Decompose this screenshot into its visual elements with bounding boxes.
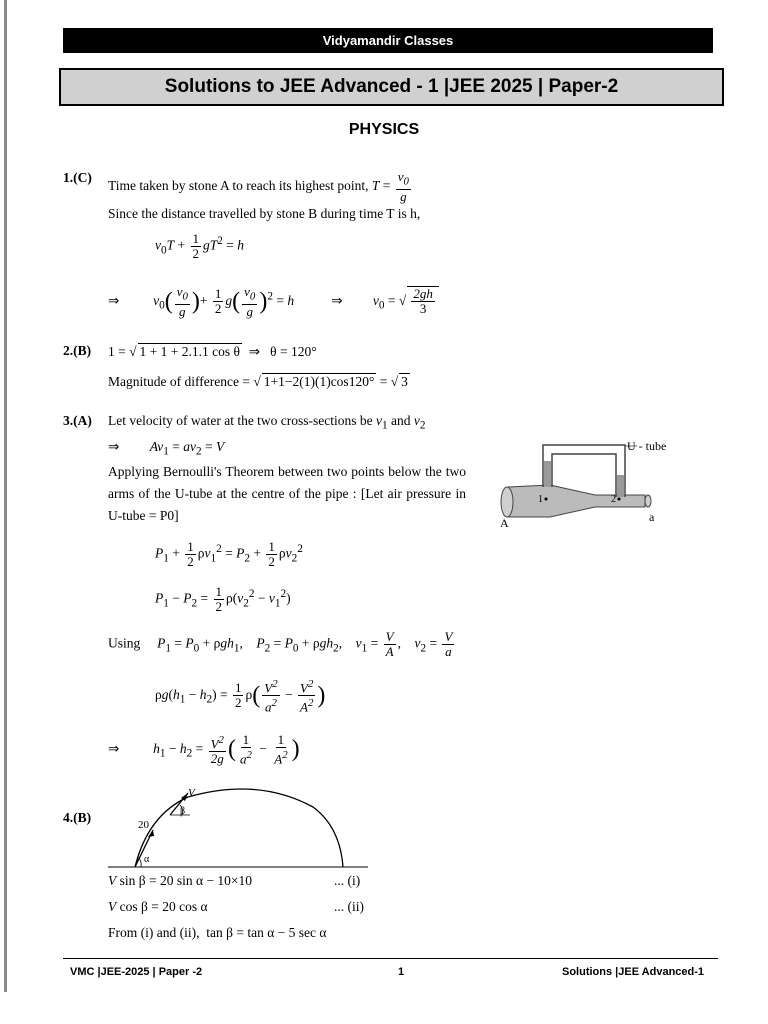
alpha-label: α [144, 854, 150, 865]
question-2-number: 2.(B) [63, 343, 92, 358]
footer-right: Solutions |JEE Advanced-1 [562, 966, 705, 978]
footer-page-number: 1 [398, 966, 405, 978]
page-title: Solutions to JEE Advanced - 1 |JEE 2025 | Paper-2 [59, 68, 724, 106]
q1-eq1: $v_0T$ + $\frac{1}{2}$ $gT^2 = h$ [155, 231, 245, 261]
beta-label: β [180, 806, 186, 817]
area-small-label: a [649, 510, 655, 524]
header-banner: Vidyamandir Classes [63, 28, 713, 53]
q3-using: Using $P_1 = P_0 + \rho gh_1$, $P_2 = P_0 + \rho gh_2$, $v_1$ = $\frac{V}{A}$ , $v_2$ = $\frac{V}{a}$ [108, 629, 453, 659]
left-arm-water [544, 461, 551, 487]
footer-left: VMC |JEE-2025 | Paper -2 [70, 966, 203, 978]
area-large-label: A [500, 516, 509, 530]
q3-pressure-diff: $P_1 - P_2$ = $\frac{1}{2}$ $\rho(v_2^2 - v_1^2)$ [155, 584, 291, 614]
q3-line1-text: Let velocity of water at the two cross-sections be [108, 413, 373, 428]
q3-paragraph: Applying Bernoulli's Theorem between two points below the two arms of the U-tube at the centre of the pipe : [Let air pressure in U-tube = P0] [108, 464, 466, 523]
u-tube-figure [495, 435, 695, 535]
page-left-rule [4, 0, 7, 992]
q3-continuity: ⇒ $Av_1 = av_2 = V$ [108, 439, 225, 458]
q1-eq2: ⇒ $v_0$( $\frac{v_0}{g}$ )+ $\frac{1}{2}$ g( $\frac{v_0}{g}$ )$^2$ = h ⇒ $v_0$ = √ $\frac{2gh}{3}$ [108, 285, 439, 319]
right-arm-water [617, 475, 624, 497]
pipe-right-end [645, 495, 651, 507]
pipe-left-end [501, 487, 513, 517]
trajectory-curve [135, 789, 343, 867]
q3-result: ⇒ $h_1 - h_2$ = $\frac{V^2}{2g}$ ( $\frac{1}{a^2}$ − $\frac{1}{A^2}$ ) [108, 732, 300, 767]
q4-from-label: From (i) and (ii), [108, 925, 200, 940]
q3-bernoulli: $P_1$ + $\frac{1}{2}$ $\rho v_1^2 = P_2$ + $\frac{1}{2}$ $\rho v_2^2$ [155, 539, 303, 569]
velocity-v-label: V [188, 787, 195, 799]
question-3-number: 3.(A) [63, 413, 92, 428]
q1-line1-text: Time taken by stone A to reach its highest point, [108, 177, 369, 193]
q4-eq2: V cos β = 20 cos α [108, 899, 208, 914]
q3-line1: Let velocity of water at the two cross-sections be $v_1$ and $v_2$ [108, 413, 426, 432]
u-tube-label: U - tube [627, 439, 667, 453]
q4-tag2: ... (ii) [334, 899, 364, 914]
q3-using-label: Using [108, 635, 141, 651]
speed-20-label: 20 [138, 819, 149, 831]
point-2-label: 2 [611, 494, 616, 505]
q2-label: Magnitude of difference [108, 374, 239, 389]
q2-eq1: 1 = √ 1 + 1 + 2.1.1 cos θ ⇒ θ = 120° [108, 344, 317, 359]
q1-line1: Time taken by stone A to reach its highest point, T = $\frac{v_0}{g}$ [108, 169, 409, 204]
q3-eq3: $\rho g(h_1 - h_2)$ = $\frac{1}{2}$ ρ( $\frac{V^2}{a^2}$ − $\frac{V^2}{A^2}$ ) [155, 678, 326, 715]
question-4-number: 4.(B) [63, 810, 92, 825]
q2-eq2: Magnitude of difference = √ 1+1−2(1)(1)cos120° = √ 3 [108, 374, 408, 389]
q4-tag1: ... (i) [334, 873, 361, 888]
q4-eq1: V sin β = 20 sin α − 10×10 [108, 873, 253, 888]
point-1-dot [545, 498, 548, 501]
projectile-figure [108, 785, 370, 870]
q4-eq3: From (i) and (ii), tan β = tan α − 5 sec α [108, 925, 327, 940]
point-2-dot [618, 498, 621, 501]
footer-rule [63, 958, 718, 959]
point-1-label: 1 [538, 494, 543, 505]
q1-line2: Since the distance travelled by stone B during time T is h, [108, 206, 421, 221]
section-title: PHYSICS [348, 121, 420, 138]
question-1-number: 1.(C) [63, 170, 92, 185]
